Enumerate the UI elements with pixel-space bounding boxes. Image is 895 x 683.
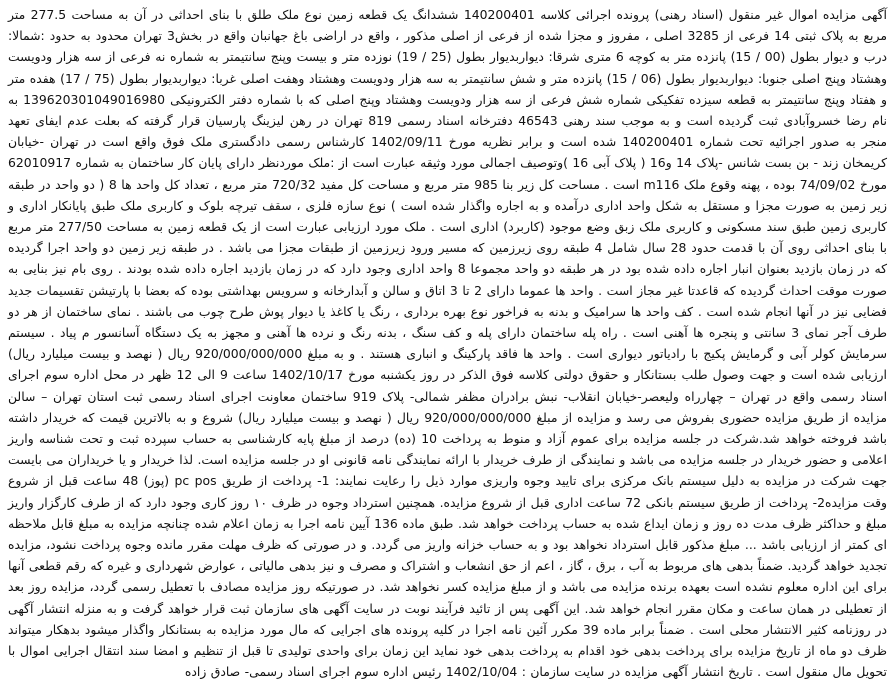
notice-body: آگهی مزایده اموال غیر منقول (اسناد رهنی) پرونده اجرائی کلاسه 140200401 ششدانگ یک قطعه زمین نوع ملک طلق با بنای احداثی در آن به مساحت 277.5 متر مربع به پلاک ثبتی 14 فرعی از 3285 اصلی ، مفروز و مجزا شده از فرعی از اصلی مذکور ، واقع در اراضی باغ جهانبان واقع در بخش3 تهران محدود به حدود :شمالا: درب و دیوار بطول (00 / 15) پانزده متر به کوچه 6 متری شرقا: دیواربدیوار بطول (25 / 19) نوزده متر و بیست وپنج سانتیمتر به شماره نه فرعی از سه هزار ودویست وهشتاد وپنج اصلی جنوبا: دیواربدیوار بطول (06 / 15) پانزده متر و شش سانتیمتر به سه هزار ودویست وهشتاد وهفت اصلی غربا: دیواربدیوار بطول (75 / 17) هفده متر و هفتاد وپنج سانتیمتر به قطعه سیزده تفکیکی شماره شش فرعی از سه هزار ودویست وهشتاد وپنج اصلی که با شماره دفتر الکترونیکی 139620301049016980 به نام رضا خسروآبادی ثبت گردیده است و به موجب سند رهنی 46543 دفترخانه اسناد رسمی 819 تهران در رهن لیزینگ پارسیان قرار گرفته که بعلت عدم ایفای تعهد منجر به صدور اجرائیه تحت شماره 140200401 شده است و برابر نظریه مورخ 1402/09/11 کارشناس رسمی دادگستری ملک فوق واقع است در تهران -خیابان کریمخان زند - بن بست شانس -پلاک 14 و16 ( پلاک آبی 16 )وتوصیف اجمالی مورد وثیقه عبارت است از :ملک موردنظر دارای پایان کار ساختمان به شماره 62010917 مورخ 74/09/02 بوده ، پهنه وقوع ملک m116 است . مساحت کل زیر بنا 985 متر مربع و مساحت کل مفید 720/32 متر مربع ، تعداد کل واحد ها 8 ( دو واحد در طبقه زیر زمین به صورت مجزا و مستقل به شکل واحد اداری درآمده و به اجاره واگذار شده است ) نوع سازه فلزی ، سقف تیرچه بلوک و کاربری ملک طبق پایانکار اداری و کاربری زمین طبق سند مسکونی و کاربری ملک زبق وضع موجود (کاربرد) اداری است . ملک مورد ارزیابی عبارت است از یک قطعه زمین به مساحت 277/50 متر مربع با بنای احداثی روی آن با قدمت حدود 28 سال شامل 4 طبقه روی زیرزمین که مسیر ورود زیرزمین از طبقات مجزا می باشد . در طبقه زیر زمین دو واحد اجرا گردیده که در زمان بازدید بعنوان انبار اجاره داده شده بود در هر طبقه دو واحد مجموعا 8 واحد اداری وجود دارد که در زمان بازدید اجاره داده شده بودند . روی بام نیز بنایی به صورت موقت احداث گردیده که قاعدتا غیر مجاز است . واحد ها عموما دارای 2 تا 3 اتاق و سالن و آبدارخانه و سرویس بهداشتی بوده که بعضا با پارتیشن تقسیمات جدید فضایی نیز در آنها انجام شده است . کف واحد ها سرامیک و بدنه به فراخور نوع بهره برداری ، رنگ یا کاغذ یا دیوار پوش طرح چوب می باشند . نمای ساختمان از هر دو طرف آجر نمای 3 سانتی و پنجره ها آهنی است . راه پله ساختمان دارای پله و کف سنگ ، بدنه رنگ و نرده ها آهنی و مجهز به یک دستگاه آسانسور م پیاد . سیستم سرمایش کولر آبی و گرمایش پکیج با رادیاتور دیواری است . واحد ها فاقد پارکینگ و انباری هستند . و به مبلغ 920/000/000/000 ریال ( نهصد و بیست میلیارد ریال) ارزیابی شده است و جهت وصول طلب بستانکار و حقوق دولتی کلاسه فوق الذکر در روز یکشنبه مورخ 1402/10/17 ساعت 9 الی 12 ظهر در محل اداره سوم اجرای اسناد رسمی واقع در تهران – چهارراه ولیعصر-خیابان انقلاب- نبش برادران مظفر شمالی- پلاک 919 ساختمان معاونت اجرای اسناد رسمی ثبت استان تهران – سالن مزایده از طریق مزایده حضوری بفروش می رسد و مزایده از مبلغ 920/000/000/000 ریال ( نهصد و بیست میلیارد ریال) شروع و به بالاترین قیمت که خریدار داشته باشد فروخته خواهد شد.شرکت در جلسه مزایده برای عموم آزاد و منوط به پرداخت 10 (ده) درصد از مبلغ پایه کارشناسی به حساب سپرده ثبت و تحت شناسه واریز اعلامی و حضور خریدار در جلسه مزایده می باشد و نمایندگی از طرف خریدار با ارائه نمایندگی نامه قانونی او در جلسه مزایده است. لذا خریدار و یا خریداران می بایست جهت شرکت در مزایده به دلیل سیستم بانک مرکزی برای تایید وجوه واریزی موارد ذیل را رعایت نمایند: 1- پرداخت از طریق pc pos (پوز) 48 ساعت قبل از شروع وقت مزایده2- پرداخت از طریق سیستم بانکی 72 ساعت اداری قبل از شروع مزایده. همچنین استرداد وجوه در ظرف ۱۰ روز کاری وجود دارد که از طرف کارگزار واریز مبلغ و حداکثر ظرف مدت ده روز و زمان ایداع شده به حساب پرداخت خواهد شد. طبق ماده 136 آیین نامه اجرا به زمان اعلام شده چنانچه مزایده به مبلغ قابل ملاحظه ای کمتر از ارزیابی باشد ... مبلغ مذکور قابل استرداد نخواهد بود و به حساب خزانه واریز می گردد. و در صورتی که ظرف مهلت مقرر مانده وجوه پرداخت نشود، مزایده تجدید خواهد گردید. ضمناً بدهی های مربوط به آب ، برق ، گاز ، اعم از حق انشعاب و اشتراک و مصرف و نیز بدهی مالیاتی ، عوارض شهرداری و غیره که رقم قطعی آنها برای این اداره معلوم نشده است بعهده برنده مزایده می باشد و از مبلغ مزایده کسر نخواهد شد. در صورتیکه روز مزایده مصادف با تعطیل رسمی گردد، مزایده روز بعد از تعطیلی در همان ساعت و مکان مقرر انجام خواهد شد. این آگهی پس از تائید فرآیند نوبت در سایت آگهی های سازمان ثبت قرار خواهد گرفت و به منزله انتشار آگهی در روزنامه کثیر الانتشار محلی است . ضمناً برابر ماده 39 مکرر آئین نامه اجرا در کلیه پرونده های اجرایی که مال مورد مزایده به بستانکار واگذار میشود بدهکار میتواند ظرف دو ماه از تاریخ مزایده برای پرداخت بدهی خود اقدام به پرداخت بدهی خود نماید این زمان برای واحدی تولیدی تا قبل از تنظیم و امضا سند انتقال اجرایی اموال با تحویل مال منقول است . تاریخ انتشار آگهی مزایده در سایت سازمان : 1402/10/04 رئیس اداره سوم اجرای اسناد رسمی bbox=[8, 7, 888, 680]
signatory-name: - صادق زاده bbox=[184, 664, 250, 680]
auction-notice bbox=[8, 4, 887, 683]
